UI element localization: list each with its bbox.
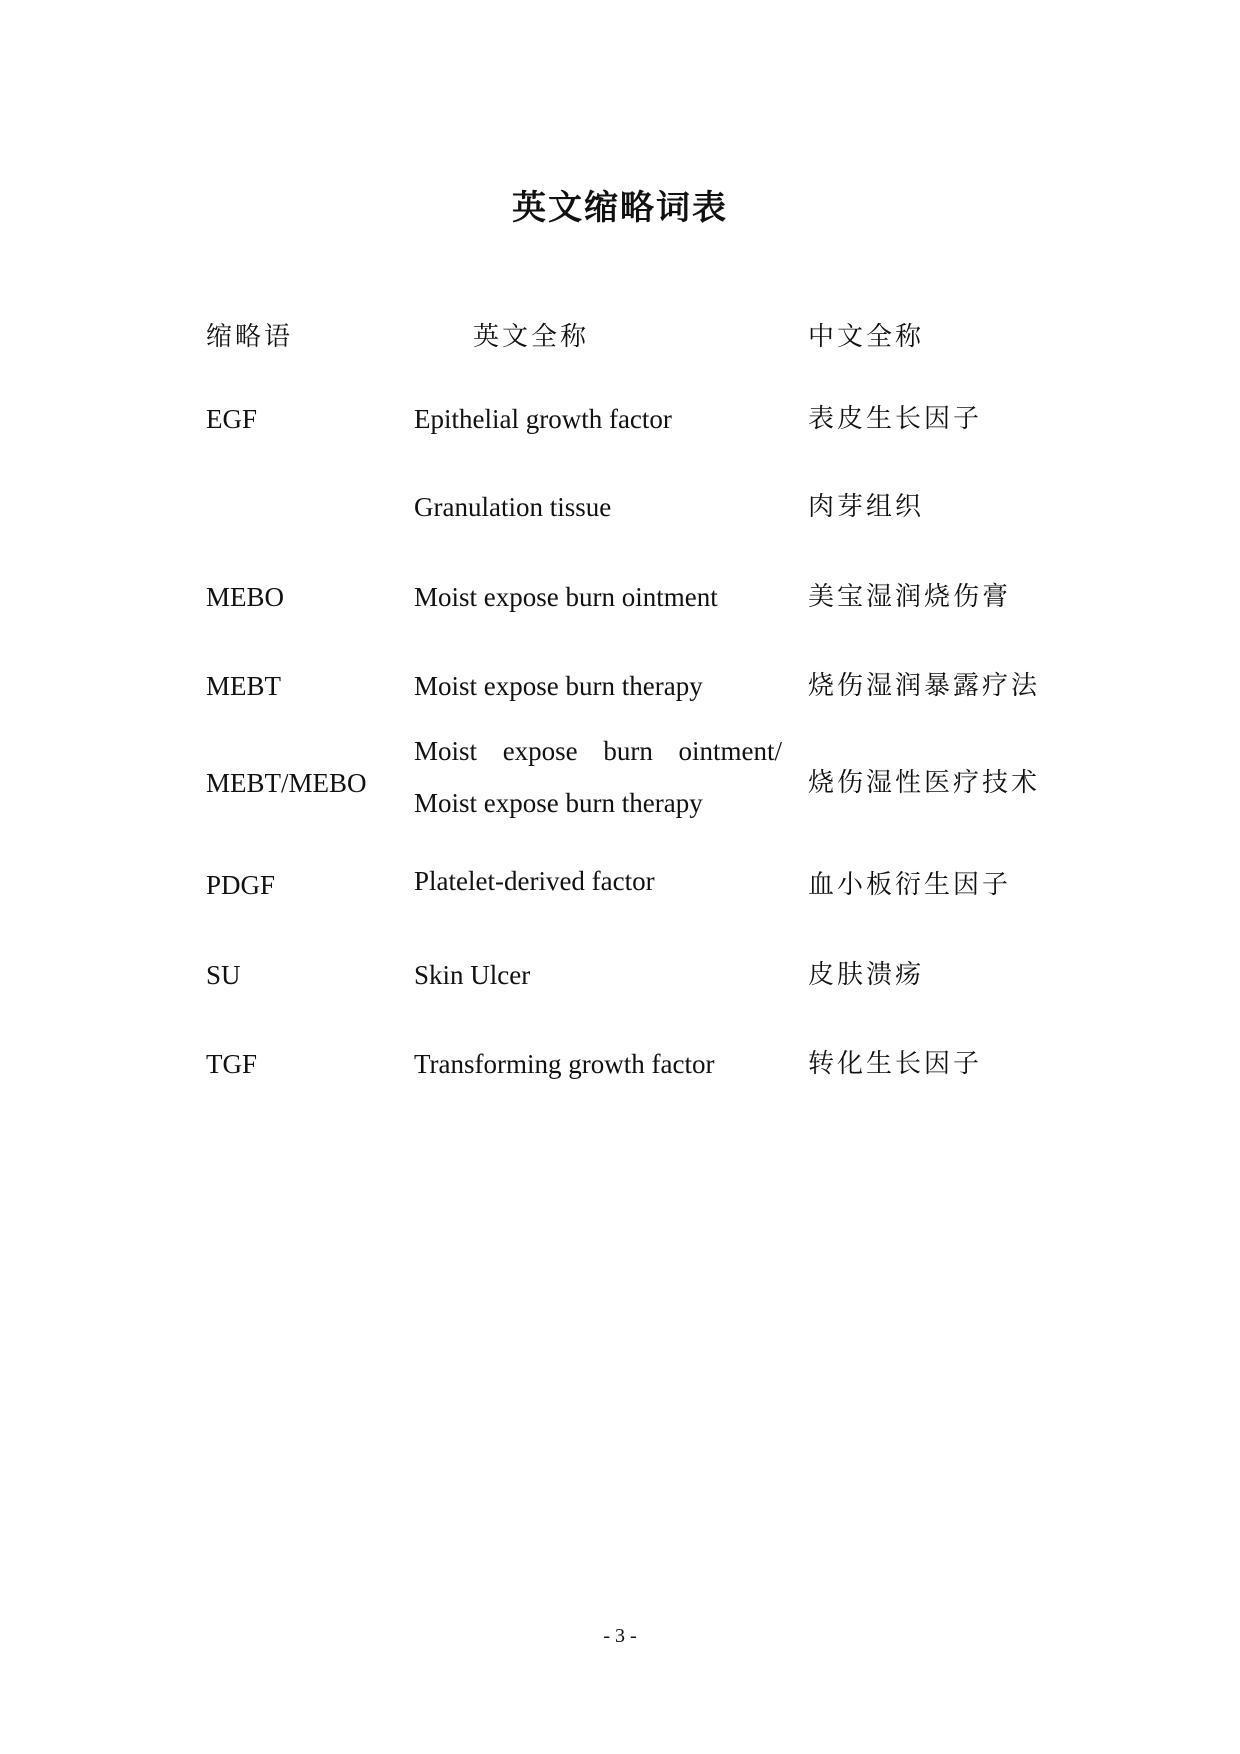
header-chinese-full-name: 中文全称 [808, 322, 925, 352]
chinese-name-cell: 肉芽组织 [808, 492, 925, 522]
english-name-cell: Moist expose burn therapy [414, 671, 703, 701]
english-name-cell: Epithelial growth factor [414, 404, 672, 434]
page-number: - 3 - [603, 1625, 637, 1647]
abbreviation-cell: TGF [206, 1049, 258, 1079]
chinese-name-cell: 美宝湿润烧伤膏 [808, 582, 1012, 612]
english-name-cell: Platelet-derived factor [414, 866, 655, 896]
english-name-cell-line-1: Moist expose burn ointment/ [414, 736, 782, 766]
abbreviation-cell: MEBT [206, 671, 282, 701]
english-name-cell: Skin Ulcer [414, 960, 531, 990]
english-name-cell: Granulation tissue [414, 492, 612, 522]
abbreviation-cell: EGF [206, 404, 258, 434]
chinese-name-cell: 表皮生长因子 [808, 404, 983, 434]
chinese-name-cell: 转化生长因子 [808, 1049, 983, 1079]
english-name-cell: Transforming growth factor [414, 1049, 715, 1079]
abbreviation-cell: PDGF [206, 870, 276, 900]
english-name-cell: Moist expose burn ointment [414, 582, 718, 612]
chinese-name-cell: 皮肤溃疡 [808, 960, 925, 990]
chinese-name-cell: 烧伤湿性医疗技术 [808, 768, 1041, 798]
header-abbreviation: 缩略语 [206, 322, 294, 352]
abbreviation-cell: MEBT/MEBO [206, 768, 367, 798]
chinese-name-cell: 烧伤湿润暴露疗法 [808, 671, 1041, 701]
header-english-full-name: 英文全称 [473, 322, 590, 352]
english-name-cell-line-2: Moist expose burn therapy [414, 788, 703, 818]
chinese-name-cell: 血小板衍生因子 [808, 870, 1012, 900]
abbreviation-cell: MEBO [206, 582, 285, 612]
abbreviation-cell: SU [206, 960, 241, 990]
page-title: 英文缩略词表 [512, 188, 728, 228]
